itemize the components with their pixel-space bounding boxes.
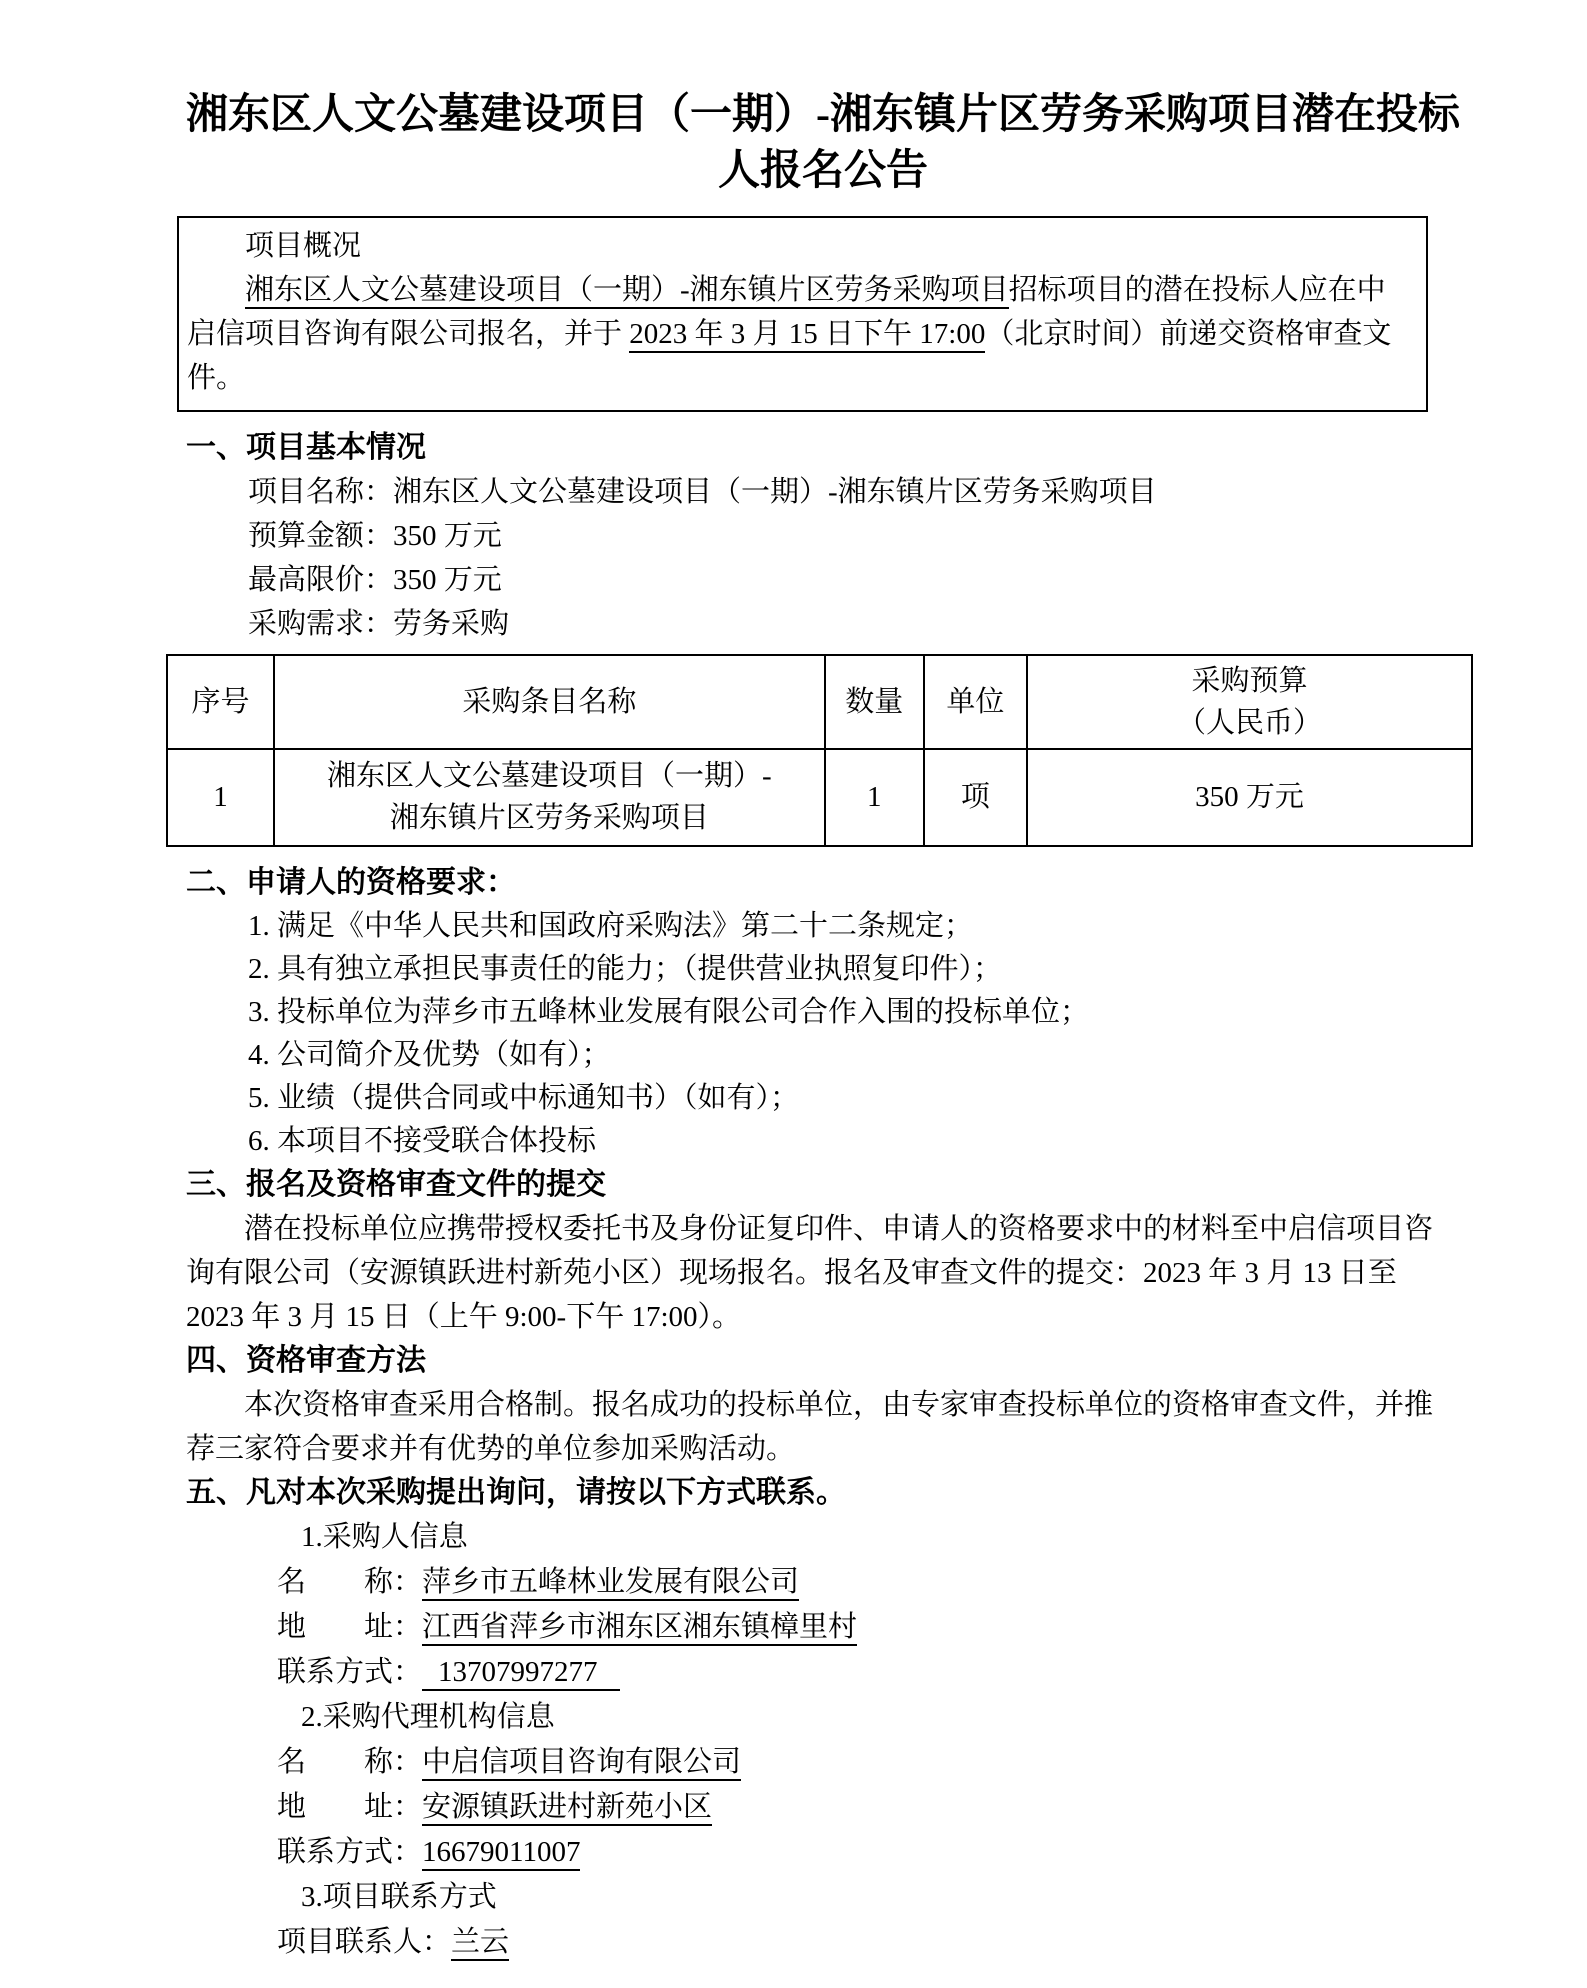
purchaser-info-title: 1.采购人信息 [301,1520,468,1553]
project-contact-value: 兰云 [451,1926,509,1961]
purchaser-address-label: 地 址： [277,1610,423,1643]
qualification-item-2: 2. 具有独立承担民事责任的能力；（提供营业执照复印件）； [248,952,1003,985]
purchaser-address-value: 江西省萍乡市湘东区湘东镇樟里村 [422,1611,857,1646]
qualification-item-1: 1. 满足《中华人民共和国政府采购法》第二十二条规定； [248,909,974,942]
procurement-table [166,654,1473,847]
overview-text-end: （北京时间）前递交资格审查文件。 [187,317,1392,394]
overview-deadline: 2023 年 3 月 15 日下午 17:00 [629,318,985,353]
project-contact-line [277,1920,1460,1965]
table-header-name: 采购条目名称 [274,655,825,749]
purchaser-phone-value: 13707997277 [422,1656,620,1691]
table-cell-budget: 350 万元 [1027,749,1472,846]
qualification-item-3: 3. 投标单位为萍乡市五峰林业发展有限公司合作入围的投标单位； [248,995,1090,1028]
agency-address-label: 地 址： [277,1790,423,1823]
project-contact-label: 项目联系人： [277,1925,452,1958]
table-header-no: 序号 [167,655,274,749]
demand-line: 采购需求：劳务采购 [248,607,510,640]
table-row [167,749,1472,846]
section-3-heading: 三、报名及资格审查文件的提交 [186,1167,606,1201]
purchaser-name-label: 名 称： [277,1565,423,1598]
overview-paragraph [187,268,1412,400]
agency-name-value: 中启信项目咨询有限公司 [422,1746,741,1781]
project-name-line: 项目名称：湘东区人文公墓建设项目（一期）-湘东镇片区劳务采购项目 [248,475,1157,508]
table-cell-name-line1: 湘东区人文公墓建设项目（一期）- [327,760,772,793]
section-4-heading: 四、资格审查方法 [186,1343,426,1377]
table-header-qty: 数量 [825,655,924,749]
table-cell-unit: 项 [924,749,1027,846]
agency-address-line [277,1785,1460,1830]
agency-info-title: 2.采购代理机构信息 [301,1700,555,1733]
table-cell-name [274,749,825,846]
agency-name-line [277,1740,1460,1785]
qualification-item-6: 6. 本项目不接受联合体投标 [248,1124,597,1157]
purchaser-name-line [277,1560,1460,1605]
purchaser-name-value: 萍乡市五峰林业发展有限公司 [422,1566,799,1601]
overview-text-mid: 招标项目的潜在投标人应在中启信项目咨询有限公司报名，并于 [187,273,1386,350]
purchaser-address-line [277,1605,1460,1650]
agency-name-label: 名 称： [277,1745,423,1778]
table-header-row [167,655,1472,749]
table-header-unit: 单位 [924,655,1027,749]
price-cap-line: 最高限价：350 万元 [248,563,502,596]
agency-phone-value: 16679011007 [422,1836,580,1871]
qualification-item-5: 5. 业绩（提供合同或中标通知书）（如有）； [248,1081,800,1114]
section-1-heading: 一、项目基本情况 [186,430,426,464]
table-cell-name-line2: 湘东镇片区劳务采购项目 [389,802,709,835]
budget-line: 预算金额：350 万元 [248,519,502,552]
table-header-budget-line2: （人民币） [1176,706,1322,739]
qualification-item-4: 4. 公司简介及优势（如有）； [248,1038,611,1071]
project-contact-title: 3.项目联系方式 [301,1880,497,1913]
purchaser-phone-label: 联系方式： [277,1655,423,1688]
document-title: 湘东区人文公墓建设项目（一期）-湘东镇片区劳务采购项目潜在投标人报名公告 [186,92,1460,194]
purchaser-phone-line [277,1650,1460,1695]
section-2-heading: 二、申请人的资格要求： [186,865,516,899]
table-cell-qty: 1 [825,749,924,846]
section-4-paragraph: 本次资格审查采用合格制。报名成功的投标单位，由专家审查投标单位的资格审查文件，并推荐三家符合要求并有优势的单位参加采购活动。 [186,1388,1434,1465]
section-5-heading: 五、凡对本次采购提出询问，请按以下方式联系。 [186,1475,846,1509]
agency-phone-line [277,1830,1460,1875]
table-header-budget [1027,655,1472,749]
table-header-budget-line1: 采购预算 [1191,664,1308,697]
agency-phone-label: 联系方式： [277,1835,423,1868]
overview-label: 项目概况 [245,229,362,262]
section-3-paragraph: 潜在投标单位应携带授权委托书及身份证复印件、申请人的资格要求中的材料至中启信项目咨询有限公司（安源镇跃进村新苑小区）现场报名。报名及审查文件的提交：2023 年 3 月 13 日至 2023 年 3 月 15 日（上午 9:00-下午 17:00）。 [186,1212,1434,1333]
agency-address-value: 安源镇跃进村新苑小区 [422,1791,712,1826]
table-cell-no: 1 [167,749,274,846]
overview-project-name: 湘东区人文公墓建设项目（一期）-湘东镇片区劳务采购项目 [245,274,1009,309]
overview-box [177,216,1428,412]
